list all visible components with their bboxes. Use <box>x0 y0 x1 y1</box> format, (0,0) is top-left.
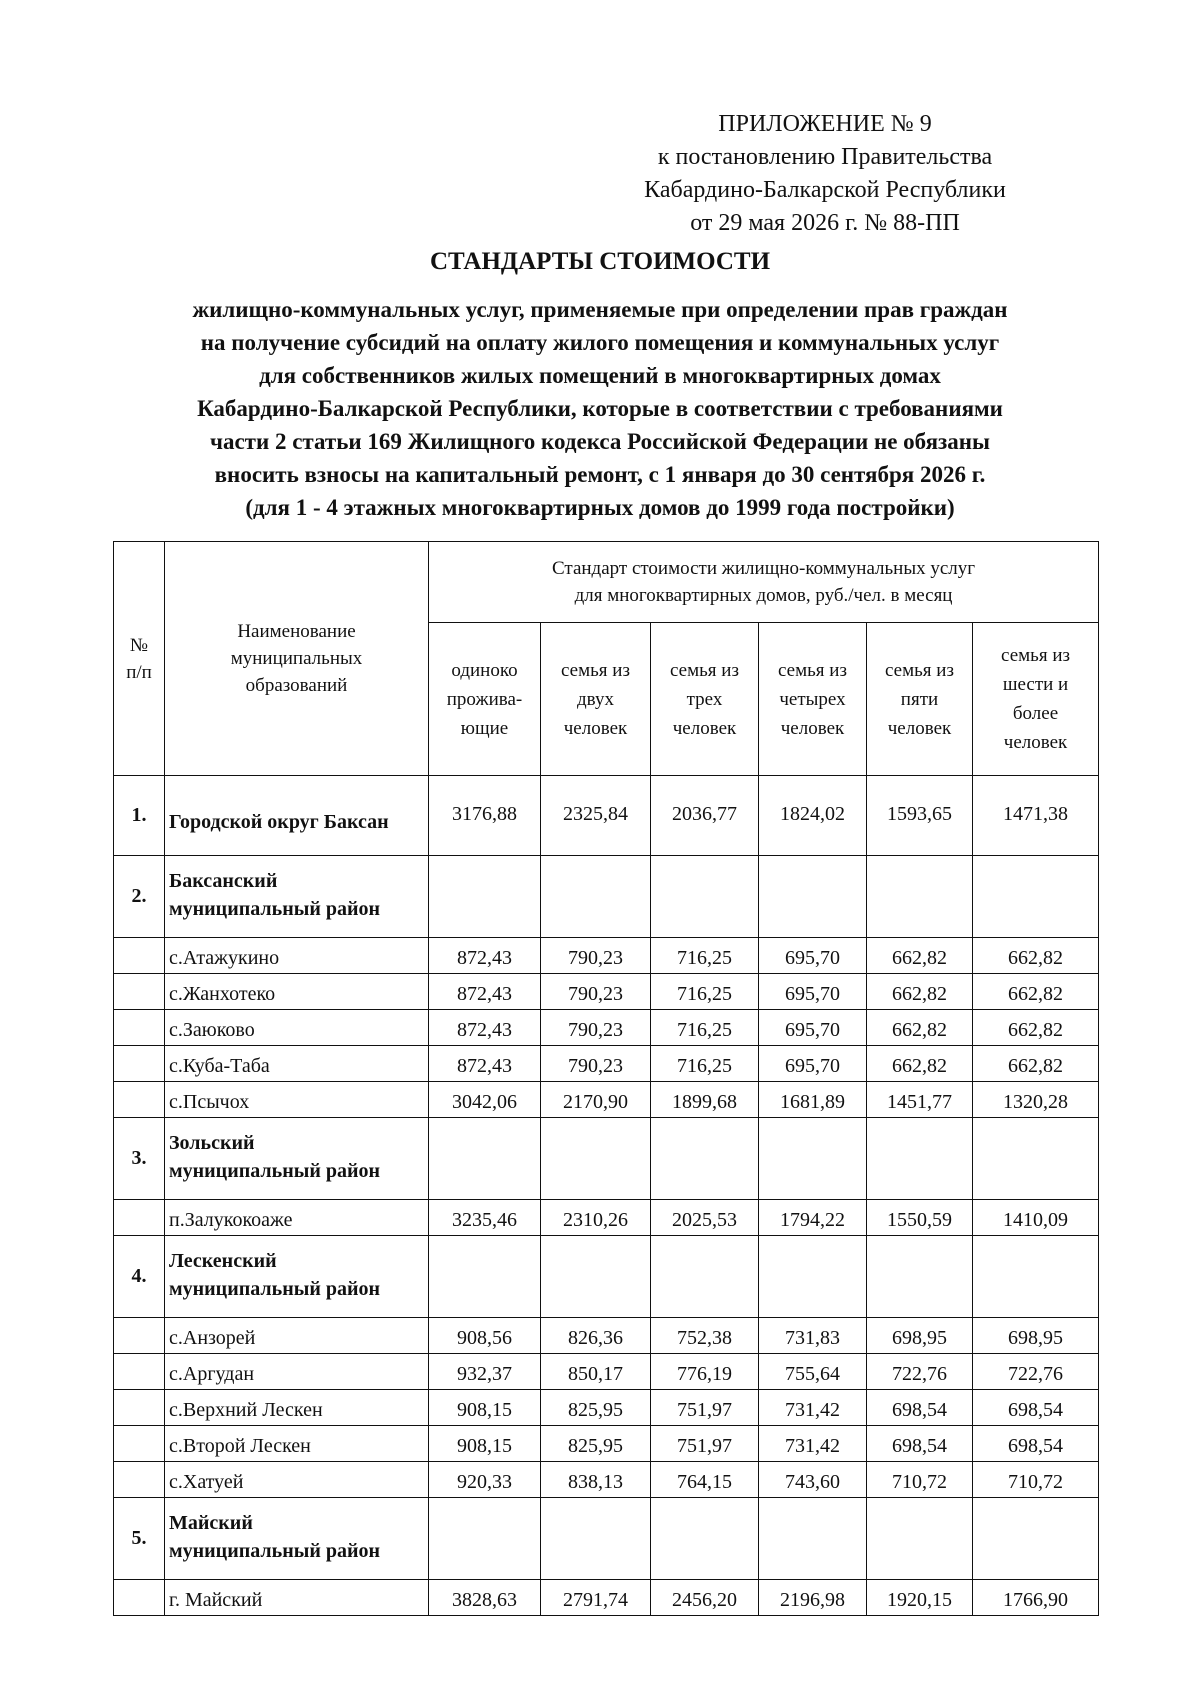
cost-value: 790,23 <box>541 1010 651 1046</box>
cost-value <box>973 856 1099 938</box>
cost-value <box>867 1118 973 1200</box>
cost-value: 752,38 <box>651 1318 759 1354</box>
cost-value: 710,72 <box>867 1462 973 1498</box>
header-municipality: Наименование муниципальных образований <box>165 542 429 776</box>
cost-value: 731,83 <box>759 1318 867 1354</box>
cost-value: 698,95 <box>867 1318 973 1354</box>
cost-value <box>541 1118 651 1200</box>
cost-value: 1794,22 <box>759 1200 867 1236</box>
cost-value: 662,82 <box>867 974 973 1010</box>
document-title: СТАНДАРТЫ СТОИМОСТИ <box>429 248 771 275</box>
cost-value <box>429 1236 541 1318</box>
row-number <box>114 1462 165 1498</box>
appendix-header <box>600 108 1050 240</box>
cost-value: 872,43 <box>429 1046 541 1082</box>
cost-value: 698,54 <box>867 1390 973 1426</box>
cost-value <box>651 1498 759 1580</box>
cost-value: 1920,15 <box>867 1580 973 1616</box>
table-row <box>114 1046 1099 1082</box>
row-number <box>114 1046 165 1082</box>
cost-value: 790,23 <box>541 1046 651 1082</box>
header-household-size: семья из пяти человек <box>867 623 973 776</box>
cost-value <box>429 1498 541 1580</box>
cost-value: 722,76 <box>867 1354 973 1390</box>
cost-value: 2791,74 <box>541 1580 651 1616</box>
cost-value: 932,37 <box>429 1354 541 1390</box>
cost-value: 722,76 <box>973 1354 1099 1390</box>
table-row <box>114 1462 1099 1498</box>
row-number <box>114 1082 165 1118</box>
header-cost-standard: Стандарт стоимости жилищно-коммунальных услуг для многоквартирных домов, руб./чел. в месяц <box>429 542 1099 623</box>
row-number <box>114 1580 165 1616</box>
municipality-name: Баксанский муниципальный район <box>165 856 429 938</box>
cost-value: 1681,89 <box>759 1082 867 1118</box>
district-row <box>114 1118 1099 1200</box>
cost-value: 716,25 <box>651 1046 759 1082</box>
row-number: 5. <box>114 1498 165 1580</box>
row-number <box>114 974 165 1010</box>
subtitle-line: части 2 статьи 169 Жилищного кодекса Российской Федерации не обязаны <box>209 429 990 454</box>
cost-value <box>973 1236 1099 1318</box>
table-row <box>114 1426 1099 1462</box>
row-number: 1. <box>114 776 165 856</box>
cost-value: 1410,09 <box>973 1200 1099 1236</box>
cost-value <box>759 856 867 938</box>
cost-value <box>973 1118 1099 1200</box>
municipality-name: с.Атажукино <box>165 938 429 974</box>
district-row <box>114 856 1099 938</box>
cost-value: 731,42 <box>759 1426 867 1462</box>
cost-value: 776,19 <box>651 1354 759 1390</box>
cost-value: 698,95 <box>973 1318 1099 1354</box>
table-row <box>114 1010 1099 1046</box>
cost-value: 698,54 <box>867 1426 973 1462</box>
table-row <box>114 974 1099 1010</box>
cost-value: 3176,88 <box>429 776 541 856</box>
cost-value: 1320,28 <box>973 1082 1099 1118</box>
cost-value <box>759 1236 867 1318</box>
municipality-name: с.Хатуей <box>165 1462 429 1498</box>
subtitle-line: на получение субсидий на оплату жилого помещения и коммунальных услуг <box>200 330 1000 355</box>
header-household-size: семья из шести и более человек <box>973 623 1099 776</box>
cost-value: 838,13 <box>541 1462 651 1498</box>
cost-value <box>541 1236 651 1318</box>
cost-value: 695,70 <box>759 974 867 1010</box>
cost-value: 716,25 <box>651 974 759 1010</box>
cost-value: 825,95 <box>541 1426 651 1462</box>
header-household-size: одиноко прожива- ющие <box>429 623 541 776</box>
municipality-name: с.Второй Лескен <box>165 1426 429 1462</box>
cost-value <box>651 1236 759 1318</box>
cost-value: 872,43 <box>429 1010 541 1046</box>
cost-value: 825,95 <box>541 1390 651 1426</box>
cost-value: 3235,46 <box>429 1200 541 1236</box>
row-number <box>114 938 165 974</box>
cost-value: 698,54 <box>973 1426 1099 1462</box>
row-number: 2. <box>114 856 165 938</box>
cost-value: 695,70 <box>759 1046 867 1082</box>
cost-value <box>867 1236 973 1318</box>
cost-value: 2456,20 <box>651 1580 759 1616</box>
header-household-size: семья из двух человек <box>541 623 651 776</box>
cost-value: 1824,02 <box>759 776 867 856</box>
cost-value: 2036,77 <box>651 776 759 856</box>
header-household-size: семья из четырех человек <box>759 623 867 776</box>
cost-value: 662,82 <box>867 1046 973 1082</box>
municipality-name: г. Майский <box>165 1580 429 1616</box>
appendix-number: ПРИЛОЖЕНИЕ № 9 <box>718 111 932 137</box>
cost-value: 695,70 <box>759 1010 867 1046</box>
cost-value <box>867 856 973 938</box>
cost-value <box>759 1118 867 1200</box>
row-number <box>114 1354 165 1390</box>
cost-value: 1451,77 <box>867 1082 973 1118</box>
row-number <box>114 1390 165 1426</box>
table-body <box>114 776 1099 1616</box>
cost-value: 764,15 <box>651 1462 759 1498</box>
municipality-name: с.Куба-Таба <box>165 1046 429 1082</box>
row-number <box>114 1200 165 1236</box>
cost-value: 872,43 <box>429 974 541 1010</box>
municipality-name: с.Псычох <box>165 1082 429 1118</box>
cost-value <box>759 1498 867 1580</box>
cost-value: 908,15 <box>429 1426 541 1462</box>
cost-value <box>973 1498 1099 1580</box>
municipality-name: Майский муниципальный район <box>165 1498 429 1580</box>
cost-value: 908,15 <box>429 1390 541 1426</box>
subtitle-line: Кабардино-Балкарской Республики, которые в соответствии с требованиями <box>197 396 1003 421</box>
cost-value: 1471,38 <box>973 776 1099 856</box>
appendix-republic: Кабардино-Балкарской Республики <box>644 177 1006 203</box>
cost-value: 920,33 <box>429 1462 541 1498</box>
row-number: 4. <box>114 1236 165 1318</box>
cost-value: 850,17 <box>541 1354 651 1390</box>
table-row <box>114 1390 1099 1426</box>
cost-value: 698,54 <box>973 1390 1099 1426</box>
cost-value: 731,42 <box>759 1390 867 1426</box>
cost-value <box>541 856 651 938</box>
cost-value: 710,72 <box>973 1462 1099 1498</box>
row-number <box>114 1010 165 1046</box>
cost-value: 662,82 <box>973 974 1099 1010</box>
cost-value: 1899,68 <box>651 1082 759 1118</box>
cost-value: 790,23 <box>541 938 651 974</box>
table-row <box>114 1318 1099 1354</box>
subtitle-line: жилищно-коммунальных услуг, применяемые при определении прав граждан <box>192 297 1008 322</box>
municipality-name: Лескенский муниципальный район <box>165 1236 429 1318</box>
cost-standards-table <box>113 541 1099 1616</box>
row-number <box>114 1318 165 1354</box>
cost-value <box>651 1118 759 1200</box>
appendix-date: от 29 мая 2026 г. № 88-ПП <box>690 210 960 236</box>
cost-value: 872,43 <box>429 938 541 974</box>
cost-value: 743,60 <box>759 1462 867 1498</box>
table-row <box>114 1082 1099 1118</box>
cost-value: 1766,90 <box>973 1580 1099 1616</box>
cost-value <box>867 1498 973 1580</box>
municipality-name: с.Заюково <box>165 1010 429 1046</box>
cost-value: 790,23 <box>541 974 651 1010</box>
cost-value: 3828,63 <box>429 1580 541 1616</box>
cost-value <box>429 1118 541 1200</box>
appendix-resolution: к постановлению Правительства <box>657 144 993 170</box>
municipality-name: с.Верхний Лескен <box>165 1390 429 1426</box>
header-number: № п/п <box>114 542 165 776</box>
district-row <box>114 1236 1099 1318</box>
cost-value: 751,97 <box>651 1426 759 1462</box>
cost-value: 716,25 <box>651 1010 759 1046</box>
municipality-name: Городской округ Баксан <box>165 776 429 856</box>
municipality-name: п.Залукокоаже <box>165 1200 429 1236</box>
table-row <box>114 938 1099 974</box>
cost-value: 2310,26 <box>541 1200 651 1236</box>
cost-value: 1550,59 <box>867 1200 973 1236</box>
cost-value: 3042,06 <box>429 1082 541 1118</box>
cost-value: 826,36 <box>541 1318 651 1354</box>
municipality-name: с.Жанхотеко <box>165 974 429 1010</box>
cost-value: 751,97 <box>651 1390 759 1426</box>
subtitle-line: (для 1 - 4 этажных многоквартирных домов до 1999 года постройки) <box>245 495 955 520</box>
header-household-size: семья из трех человек <box>651 623 759 776</box>
row-number: 3. <box>114 1118 165 1200</box>
table-row <box>114 1354 1099 1390</box>
municipality-name: Зольский муниципальный район <box>165 1118 429 1200</box>
municipality-name: с.Анзорей <box>165 1318 429 1354</box>
table-row <box>114 776 1099 856</box>
table-row <box>114 1580 1099 1616</box>
subtitle-line: для собственников жилых помещений в многоквартирных домах <box>259 363 941 388</box>
subtitle-line: вносить взносы на капитальный ремонт, с 1 января до 30 сентября 2026 г. <box>214 462 986 487</box>
cost-value: 908,56 <box>429 1318 541 1354</box>
cost-value: 662,82 <box>867 938 973 974</box>
cost-value <box>541 1498 651 1580</box>
municipality-name: с.Аргудан <box>165 1354 429 1390</box>
cost-value: 716,25 <box>651 938 759 974</box>
district-row <box>114 1498 1099 1580</box>
row-number <box>114 1426 165 1462</box>
document-subtitle <box>100 293 1100 524</box>
cost-value <box>651 856 759 938</box>
cost-value: 662,82 <box>973 1010 1099 1046</box>
cost-value: 662,82 <box>973 1046 1099 1082</box>
cost-value: 1593,65 <box>867 776 973 856</box>
cost-value <box>429 856 541 938</box>
cost-value: 695,70 <box>759 938 867 974</box>
cost-value: 2196,98 <box>759 1580 867 1616</box>
cost-value: 2025,53 <box>651 1200 759 1236</box>
cost-value: 755,64 <box>759 1354 867 1390</box>
cost-value: 662,82 <box>867 1010 973 1046</box>
cost-value: 662,82 <box>973 938 1099 974</box>
table-row <box>114 1200 1099 1236</box>
cost-value: 2325,84 <box>541 776 651 856</box>
cost-value: 2170,90 <box>541 1082 651 1118</box>
